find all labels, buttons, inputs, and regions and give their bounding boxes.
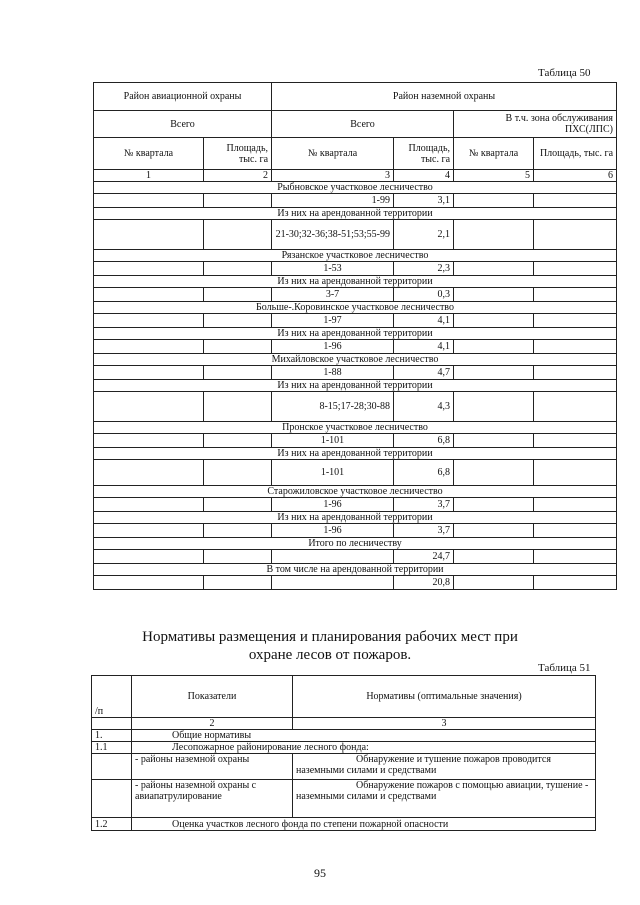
lease-area-cell: 4,3 bbox=[394, 392, 454, 422]
area-cell: 4,7 bbox=[394, 366, 454, 380]
total-lease-area: 20,8 bbox=[394, 576, 454, 590]
header-total-ground: Всего bbox=[272, 111, 454, 138]
section-title: Рязанское участковое лесничество bbox=[94, 250, 617, 262]
column-number: 3 bbox=[272, 170, 394, 182]
column-number: 1 bbox=[94, 170, 204, 182]
row-number: 1.2 bbox=[92, 818, 132, 831]
row-number: 1.1 bbox=[92, 742, 132, 754]
table-50 bbox=[93, 82, 617, 590]
header-area: Площадь, тыс. га bbox=[394, 138, 454, 170]
area-cell: 3,1 bbox=[394, 194, 454, 208]
lease-quarter-cell: 21-30;32-36;38-51;53;55-99 bbox=[272, 220, 394, 250]
quarter-cell: 1-88 bbox=[272, 366, 394, 380]
lease-area-cell: 2,1 bbox=[394, 220, 454, 250]
indicator-cell: Оценка участков лесного фонда по степени пожарной опасности bbox=[132, 818, 596, 831]
lease-title: Из них на арендованной территории bbox=[94, 448, 617, 460]
lease-title: Из них на арендованной территории bbox=[94, 512, 617, 524]
lease-title: Из них на арендованной территории bbox=[94, 208, 617, 220]
area-cell: 4,1 bbox=[394, 314, 454, 328]
section-title: Старожиловское участковое лесничество bbox=[94, 486, 617, 498]
column-number: 4 bbox=[394, 170, 454, 182]
total-area: 24,7 bbox=[394, 550, 454, 564]
row-number bbox=[92, 754, 132, 780]
page-heading: Нормативы размещения и планирования рабочих мест при охране лесов от пожаров. bbox=[142, 629, 518, 663]
indicator-cell: - районы наземной охраны bbox=[132, 754, 293, 780]
lease-area-cell: 4,1 bbox=[394, 340, 454, 354]
header-quarter: № квартала bbox=[272, 138, 394, 170]
table50-caption: Таблица 50 bbox=[538, 67, 591, 79]
quarter-cell: 1-96 bbox=[272, 498, 394, 512]
section-title: Пронское участковое лесничество bbox=[94, 422, 617, 434]
total-lease-title: В том числе на арендованной территории bbox=[94, 564, 617, 576]
header-ground-zone: Район наземной охраны bbox=[272, 83, 617, 111]
header-area: Площадь, тыс. га bbox=[204, 138, 272, 170]
lease-area-cell: 0,3 bbox=[394, 288, 454, 302]
column-number: 6 bbox=[534, 170, 617, 182]
lease-title: Из них на арендованной территории bbox=[94, 380, 617, 392]
area-cell: 3,7 bbox=[394, 498, 454, 512]
norm-cell: Обнаружение пожаров с помощью авиации, тушение - наземными силами и средствами bbox=[293, 780, 596, 818]
header-aviation-zone: Район авиационной охраны bbox=[94, 83, 272, 111]
lease-quarter-cell: 8-15;17-28;30-88 bbox=[272, 392, 394, 422]
quarter-cell: 1-53 bbox=[272, 262, 394, 276]
table51-caption: Таблица 51 bbox=[538, 662, 591, 674]
area-cell: 6,8 bbox=[394, 434, 454, 448]
lease-quarter-cell: 3-7 bbox=[272, 288, 394, 302]
quarter-cell: 1-99 bbox=[272, 194, 394, 208]
lease-quarter-cell: 1-96 bbox=[272, 340, 394, 354]
row-number bbox=[92, 780, 132, 818]
table-51 bbox=[91, 675, 596, 831]
column-number: 2 bbox=[204, 170, 272, 182]
header-total-aviation: Всего bbox=[94, 111, 272, 138]
lease-title: Из них на арендованной территории bbox=[94, 328, 617, 340]
column-number: 2 bbox=[132, 718, 293, 730]
indicator-cell: Общие нормативы bbox=[132, 730, 596, 742]
lease-area-cell: 6,8 bbox=[394, 460, 454, 486]
section-title: Михайловское участковое лесничество bbox=[94, 354, 617, 366]
header-indicators: Показатели bbox=[132, 676, 293, 718]
quarter-cell: 1-97 bbox=[272, 314, 394, 328]
lease-title: Из них на арендованной территории bbox=[94, 276, 617, 288]
lease-quarter-cell: 1-96 bbox=[272, 524, 394, 538]
indicator-cell: - районы наземной охраны с авиапатрулирование bbox=[132, 780, 293, 818]
lease-quarter-cell: 1-101 bbox=[272, 460, 394, 486]
page-number: 95 bbox=[314, 866, 326, 880]
header-norms: Нормативы (оптимальные значения) bbox=[293, 676, 596, 718]
total-title: Итого по лесничеству bbox=[94, 538, 617, 550]
column-number: 5 bbox=[454, 170, 534, 182]
row-number: 1. bbox=[92, 730, 132, 742]
section-title: Больше-.Коровинское участковое лесничество bbox=[94, 302, 617, 314]
indicator-cell: Лесопожарное районирование лесного фонда: bbox=[132, 742, 596, 754]
header-quarter: № квартала bbox=[454, 138, 534, 170]
header-area: Площадь, тыс. га bbox=[534, 138, 617, 170]
header-row-number: /п bbox=[92, 676, 132, 718]
quarter-cell: 1-101 bbox=[272, 434, 394, 448]
header-quarter: № квартала bbox=[94, 138, 204, 170]
norm-cell: Обнаружение и тушение пожаров проводится наземными силами и средствами bbox=[293, 754, 596, 780]
lease-area-cell: 3,7 bbox=[394, 524, 454, 538]
column-number: 3 bbox=[293, 718, 596, 730]
area-cell: 2,3 bbox=[394, 262, 454, 276]
section-title: Рыбновское участковое лесничество bbox=[94, 182, 617, 194]
header-pxs-zone: В т.ч. зона обслуживания ПХС(ЛПС) bbox=[454, 111, 617, 138]
